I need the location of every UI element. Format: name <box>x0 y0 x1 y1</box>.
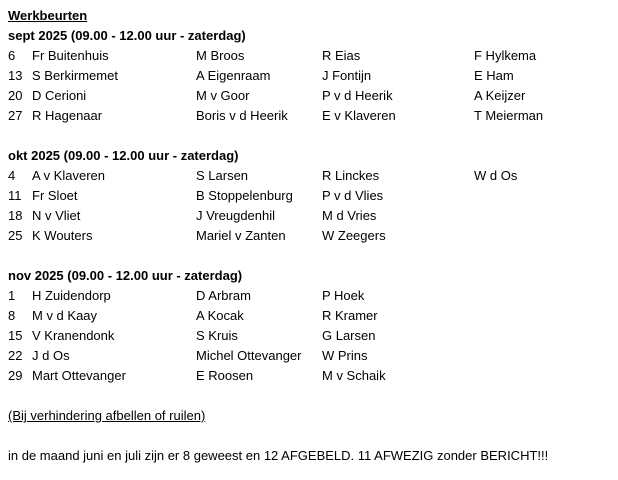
name-cell: G Larsen <box>322 328 376 343</box>
name-cell: P v d Vlies <box>322 188 384 203</box>
day-number: 6 <box>8 48 16 63</box>
spacer <box>8 386 612 406</box>
name-cell: Michel Ottevanger <box>196 348 302 363</box>
name-cell: Mart Ottevanger <box>32 368 126 383</box>
schedule-row <box>8 306 612 326</box>
name-cell: R Linckes <box>322 168 380 183</box>
name-cell: S Kruis <box>196 328 238 343</box>
name-cell: Fr Sloet <box>32 188 78 203</box>
name-cell: R Eias <box>322 48 361 63</box>
day-number: 22 <box>8 348 23 363</box>
day-number: 20 <box>8 88 23 103</box>
section-nov <box>8 266 612 386</box>
name-cell: M v Goor <box>196 88 250 103</box>
day-number: 13 <box>8 68 23 83</box>
schedule-row <box>8 286 612 306</box>
section-okt <box>8 146 612 246</box>
name-cell: V Kranendonk <box>32 328 115 343</box>
name-cell: T Meierman <box>474 108 544 123</box>
name-cell: F Hylkema <box>474 48 537 63</box>
spacer <box>8 426 612 446</box>
name-cell: D Cerioni <box>32 88 87 103</box>
name-cell: M v d Kaay <box>32 308 98 323</box>
name-cell: A Kocak <box>196 308 244 323</box>
attendance-summary: in de maand juni en juli zijn er 8 geweest en 12 AFGEBELD. 11 AFWEZIG zonder BERICHT!!! <box>8 448 549 463</box>
name-cell: M d Vries <box>322 208 377 223</box>
section-heading: okt 2025 (09.00 - 12.00 uur - zaterdag) <box>8 148 239 163</box>
schedule-row <box>8 206 612 226</box>
section-heading: sept 2025 (09.00 - 12.00 uur - zaterdag) <box>8 28 246 43</box>
name-cell: J d Os <box>32 348 70 363</box>
name-cell: Fr Buitenhuis <box>32 48 109 63</box>
schedule-row <box>8 66 612 86</box>
name-cell: E v Klaveren <box>322 108 396 123</box>
schedule-row <box>8 186 612 206</box>
schedule-row <box>8 366 612 386</box>
document-title: Werkbeurten <box>8 8 88 23</box>
absence-note: (Bij verhindering afbellen of ruilen) <box>8 408 206 423</box>
day-number: 8 <box>8 308 16 323</box>
name-cell: E Ham <box>474 68 514 83</box>
day-number: 1 <box>8 288 16 303</box>
name-cell: N v Vliet <box>32 208 81 223</box>
schedule-row <box>8 346 612 366</box>
day-number: 4 <box>8 168 16 183</box>
schedule-row <box>8 326 612 346</box>
day-number: 27 <box>8 108 23 123</box>
name-cell: R Kramer <box>322 308 378 323</box>
name-cell: H Zuidendorp <box>32 288 111 303</box>
name-cell: S Larsen <box>196 168 249 183</box>
name-cell: A v Klaveren <box>32 168 105 183</box>
day-number: 25 <box>8 228 23 243</box>
schedule-row <box>8 226 612 246</box>
section-heading: nov 2025 (09.00 - 12.00 uur - zaterdag) <box>8 268 243 283</box>
name-cell: M Broos <box>196 48 245 63</box>
name-cell: Mariel v Zanten <box>196 228 286 243</box>
name-cell: P Hoek <box>322 288 365 303</box>
schedule-row <box>8 106 612 126</box>
name-cell: M v Schaik <box>322 368 386 383</box>
spacer <box>8 246 612 266</box>
name-cell: W Zeegers <box>322 228 386 243</box>
name-cell: W Prins <box>322 348 368 363</box>
name-cell: D Arbram <box>196 288 251 303</box>
schedule-row <box>8 86 612 106</box>
name-cell: B Stoppelenburg <box>196 188 293 203</box>
name-cell: P v d Heerik <box>322 88 393 103</box>
schedule-row <box>8 46 612 66</box>
section-sept <box>8 26 612 126</box>
schedule-row <box>8 166 612 186</box>
name-cell: E Roosen <box>196 368 254 383</box>
day-number: 11 <box>8 188 22 203</box>
name-cell: A Keijzer <box>474 88 526 103</box>
name-cell: W d Os <box>474 168 518 183</box>
spacer <box>8 126 612 146</box>
name-cell: J Fontijn <box>322 68 372 83</box>
document-page <box>8 6 612 466</box>
day-number: 29 <box>8 368 23 383</box>
day-number: 18 <box>8 208 23 223</box>
name-cell: A Eigenraam <box>196 68 271 83</box>
name-cell: R Hagenaar <box>32 108 103 123</box>
name-cell: Boris v d Heerik <box>196 108 288 123</box>
day-number: 15 <box>8 328 23 343</box>
name-cell: J Vreugdenhil <box>196 208 276 223</box>
name-cell: S Berkirmemet <box>32 68 118 83</box>
name-cell: K Wouters <box>32 228 93 243</box>
